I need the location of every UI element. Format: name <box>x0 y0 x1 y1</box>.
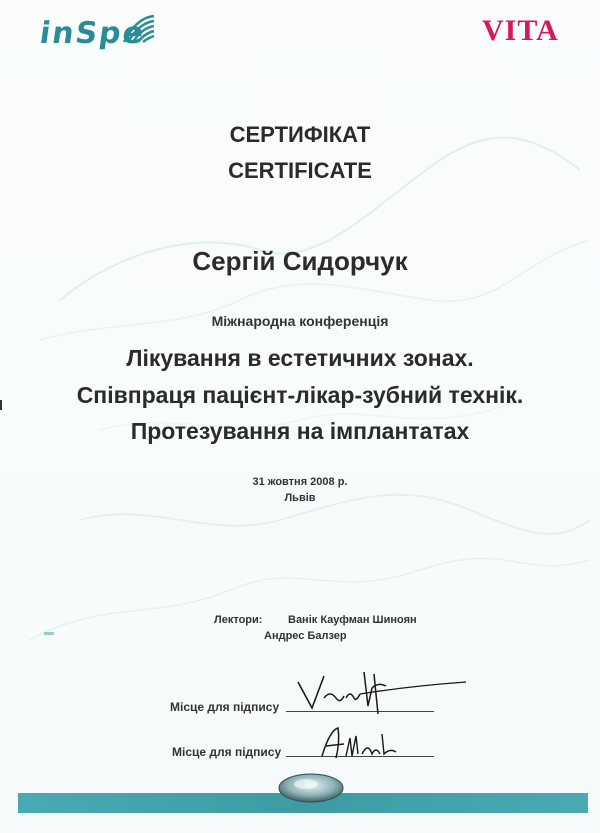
vita-logo: VITA <box>482 14 559 47</box>
certificate-title-ua: СЕРТИФІКАТ <box>229 122 371 147</box>
event-place: Львів <box>284 492 316 504</box>
signature-label: Місце для підпису <box>170 700 280 714</box>
scan-artifact <box>44 632 54 635</box>
gemstone-icon <box>276 770 346 804</box>
lecturer-name: Ванік Кауфман Шиноян <box>288 614 417 626</box>
event-title-line: Лікування в естетичних зонах. <box>126 345 474 371</box>
signature-2-icon <box>318 724 408 764</box>
signature-1-icon <box>290 668 470 718</box>
lecturer-name: Андрес Балзер <box>264 630 347 642</box>
event-title-line: Протезування на імплантатах <box>130 418 470 444</box>
inspe-logo-mark-icon <box>122 14 156 44</box>
scan-artifact <box>0 400 2 410</box>
inspe-logo: inSpe <box>37 16 148 51</box>
event-date: 31 жовтня 2008 р. <box>252 476 348 488</box>
event-title-line: Співпраця пацієнт-лікар-зубний технік. <box>76 382 524 408</box>
certificate-title-en: CERTIFICATE <box>228 158 372 183</box>
recipient-name: Сергій Сидорчук <box>192 246 408 276</box>
signature-label: Місце для підпису <box>172 745 282 759</box>
lecturers-label: Лектори: <box>214 614 263 626</box>
event-type: Міжнародна конференція <box>211 313 389 329</box>
